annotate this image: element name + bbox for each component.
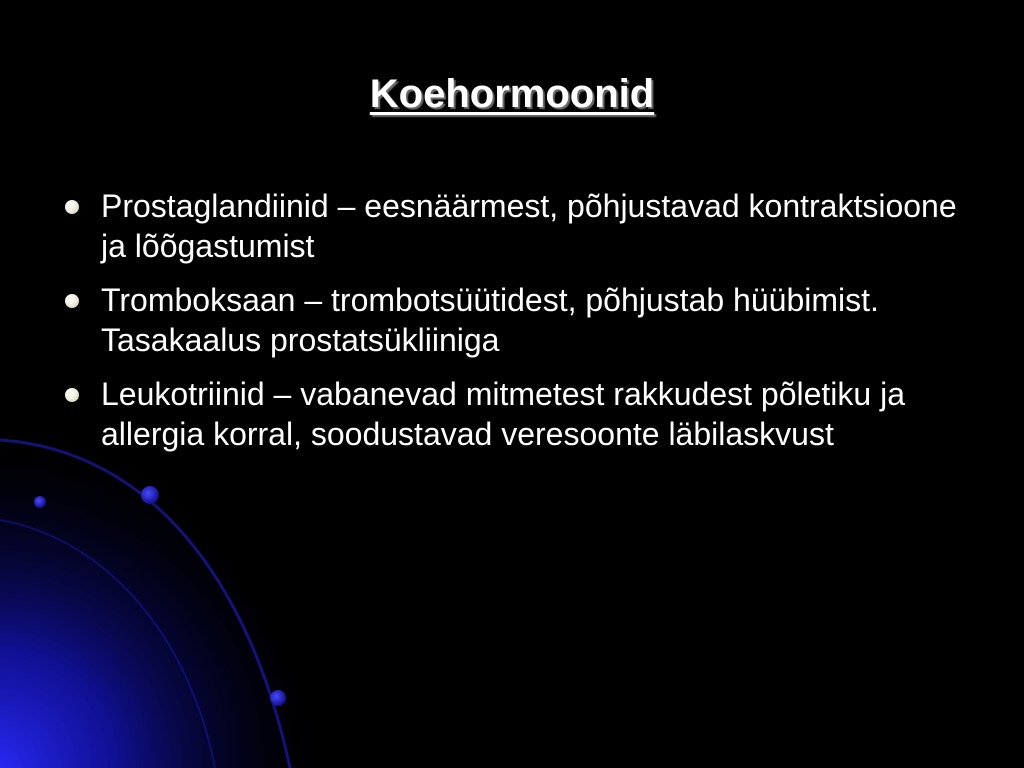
bullet-text: Leukotriinid – vabanevad mitmetest rakkudest põletiku ja allergia korral, soodustavad veresoonte läbilaskvust <box>101 376 905 452</box>
blue-swoosh <box>0 430 330 768</box>
bullet-text: Tromboksaan – trombotsüütidest, põhjustab hüübimist. Tasakaalus prostatsükliiniga <box>101 282 879 358</box>
decor-dot <box>141 486 159 504</box>
bullet-text: Prostaglandiinid – eesnäärmest, põhjustavad kontraktsioone ja lõõgastumist <box>101 188 957 264</box>
decor-dot <box>34 496 46 508</box>
bullet-dot-icon <box>65 294 79 308</box>
decor-dot <box>270 690 286 706</box>
bullet-item <box>63 186 963 266</box>
bullet-dot-icon <box>65 200 79 214</box>
bullet-item <box>63 374 963 454</box>
slide-title: Koehormoonid <box>369 72 655 116</box>
bullet-item <box>63 280 963 360</box>
bullet-dot-icon <box>65 388 79 402</box>
bullet-list <box>63 186 963 468</box>
